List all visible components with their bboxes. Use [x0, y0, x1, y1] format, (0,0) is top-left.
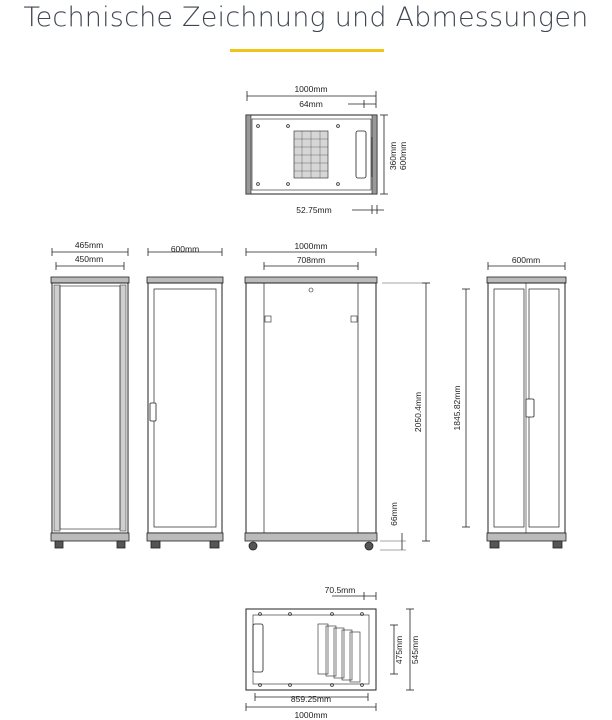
rear-door-handle	[526, 399, 534, 417]
label-top-depth-a: 360mm	[388, 141, 398, 171]
label-bottom-width: 1000mm	[294, 710, 328, 720]
label-bottom-depth-a: 475mm	[394, 635, 404, 665]
label-side-b: 450mm	[74, 254, 104, 264]
label-front-inner: 708mm	[296, 255, 326, 265]
label-rear-height: 1845.82mm	[452, 385, 462, 431]
label-rear-width: 600mm	[511, 255, 541, 265]
rear-view	[462, 262, 566, 548]
label-top-depth-b: 600mm	[398, 141, 408, 171]
side-view	[51, 248, 129, 548]
label-front-height: 2050.4mm	[413, 391, 423, 433]
label-bottom-offset: 70.5mm	[324, 585, 356, 595]
label-foot-height: 66mm	[389, 502, 399, 526]
label-bottom-depth-b: 545mm	[410, 635, 420, 665]
label-sidedoor-width: 600mm	[170, 244, 200, 254]
page-title: Technische Zeichnung und Abmessungen	[23, 2, 589, 33]
side-door-view	[147, 248, 223, 548]
label-bottom-inner: 859.25mm	[290, 694, 332, 704]
label-top-rail: 52.75mm	[296, 205, 332, 215]
label-front-width: 1000mm	[294, 241, 328, 251]
label-side-a: 465mm	[74, 240, 104, 250]
top-view	[246, 91, 388, 214]
door-handle	[150, 403, 156, 421]
label-top-offset: 64mm	[299, 99, 323, 109]
front-view	[245, 248, 430, 550]
label-top-width: 1000mm	[294, 84, 328, 94]
cable-slot	[356, 131, 366, 178]
